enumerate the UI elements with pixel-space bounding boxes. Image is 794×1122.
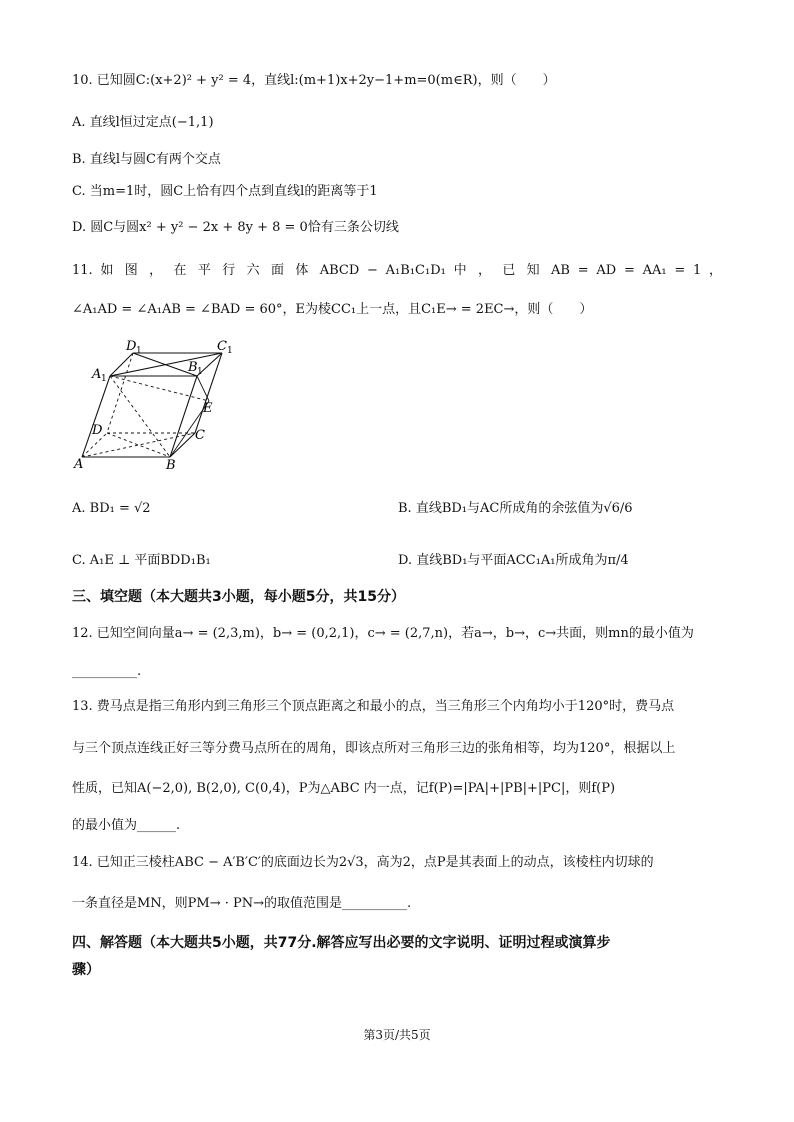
section-4-heading-line2: 骤）: [72, 962, 100, 978]
label-D1: D: [126, 339, 137, 354]
q13-line3: 性质，已知A(−2,0), B(2,0), C(0,4)，P为△ABC 内一点，记f(P)=|PA|+|PB|+|PC|，则f(P): [72, 781, 616, 796]
q14-line2: 一条直径是MN，则PM→ · PN→的取值范围是__________.: [72, 896, 412, 911]
label-D: D: [92, 423, 103, 438]
q11-option-b: B. 直线BD₁与AC所成角的余弦值为√6/6: [398, 501, 633, 516]
q13-line1: 13. 费马点是指三角形内到三角形三个顶点距离之和最小的点，当三角形三个内角均小于120°时，费马点: [72, 699, 675, 714]
label-C1: C: [217, 339, 227, 354]
label-D1-sub: 1: [136, 346, 142, 356]
label-E: E: [203, 401, 213, 416]
label-B1: B: [188, 360, 198, 375]
page-footer: 第3页/共5页: [363, 1028, 431, 1042]
section-3-heading: 三、填空题（本大题共3小题，每小题5分，共15分）: [72, 589, 405, 605]
label-A1-sub: 1: [101, 374, 107, 384]
label-B1-sub: 1: [197, 367, 203, 377]
q11-option-a: A. BD₁ = √2: [72, 501, 151, 516]
q12-line1: 12. 已知空间向量a→ = (2,3,m)，b→ = (0,2,1)，c→ = (2,7,n)，若a→，b→，c→共面，则mn的最小值为: [72, 626, 694, 641]
q11-option-d: D. 直线BD₁与平面ACC₁A₁所成角为π/4: [398, 553, 629, 568]
label-C1-sub: 1: [227, 346, 233, 356]
q13-line2: 与三个顶点连线正好三等分费马点所在的周角，即该点所对三角形三边的张角相等，均为120°，根据以上: [72, 741, 676, 756]
q10-option-d: D. 圆C与圆x² + y² − 2x + 8y + 8 = 0恰有三条公切线: [72, 220, 399, 235]
label-A1: A: [92, 367, 102, 382]
q12-blank: __________.: [72, 664, 142, 679]
label-A: A: [74, 457, 84, 471]
q13-line4: 的最小值为______.: [72, 818, 181, 833]
section-4-heading-line1: 四、解答题（本大题共5小题，共77分.解答应写出必要的文字说明、证明过程或演算步: [72, 935, 611, 951]
q11-option-c: C. A₁E ⊥ 平面BDD₁B₁: [72, 553, 211, 568]
q11-stem-line1: 11. 如 图 ， 在 平 行 六 面 体 ABCD − A₁B₁C₁D₁ 中 ， 已 知 AB = AD = AA₁ = 1 ，: [72, 263, 722, 278]
q10-option-c: C. 当m=1时，圆C上恰有四个点到直线l的距离等于1: [72, 184, 378, 199]
q14-line1: 14. 已知正三棱柱ABC − A′B′C′的底面边长为2√3，高为2，点P是其表面上的动点，该棱柱内切球的: [72, 855, 654, 870]
q10-option-a: A. 直线l恒过定点(−1,1): [72, 115, 214, 130]
label-C: C: [195, 428, 205, 443]
q10-stem: 10. 已知圆C:(x+2)² + y² = 4，直线l:(m+1)x+2y−1+m=0(m∈R)，则（ ）: [72, 73, 556, 88]
parallelepiped-figure: [70, 336, 250, 471]
q10-option-b: B. 直线l与圆C有两个交点: [72, 152, 221, 167]
q11-stem-line2: ∠A₁AD = ∠A₁AB = ∠BAD = 60°，E为棱CC₁上一点，且C₁E→ = 2EC→，则（ ）: [72, 302, 593, 317]
label-B: B: [166, 458, 176, 471]
